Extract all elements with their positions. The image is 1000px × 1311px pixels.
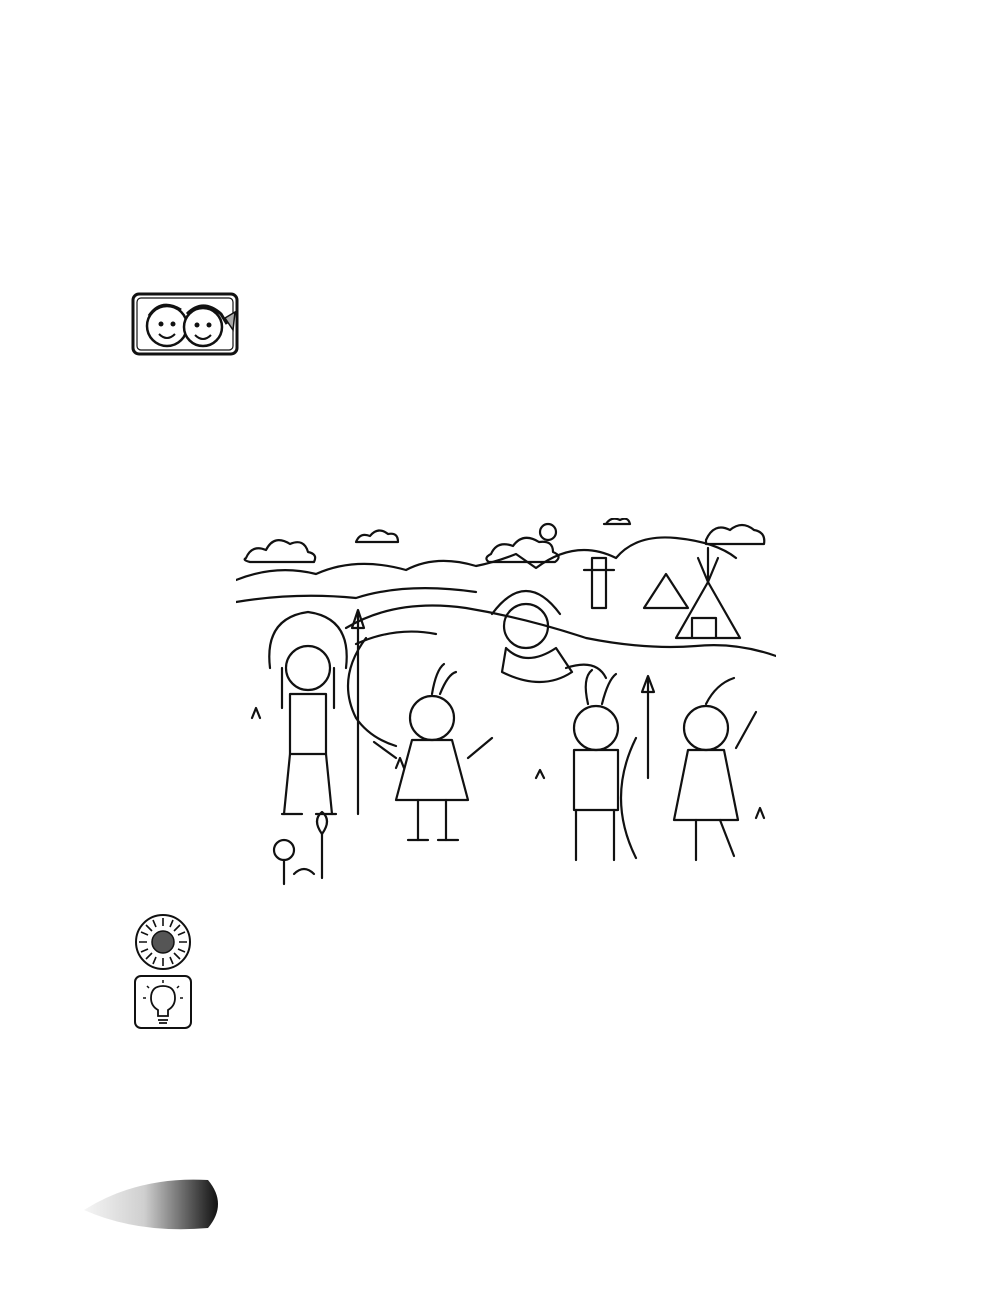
native-village-illustration bbox=[236, 518, 776, 890]
intro-paragraph bbox=[131, 289, 901, 357]
icon-spacer bbox=[131, 289, 251, 357]
bottom-leaf-border bbox=[78, 1170, 930, 1240]
top-leaf-border bbox=[78, 70, 930, 112]
lightbulb-icon bbox=[133, 972, 193, 1032]
sun-icon bbox=[133, 912, 193, 972]
